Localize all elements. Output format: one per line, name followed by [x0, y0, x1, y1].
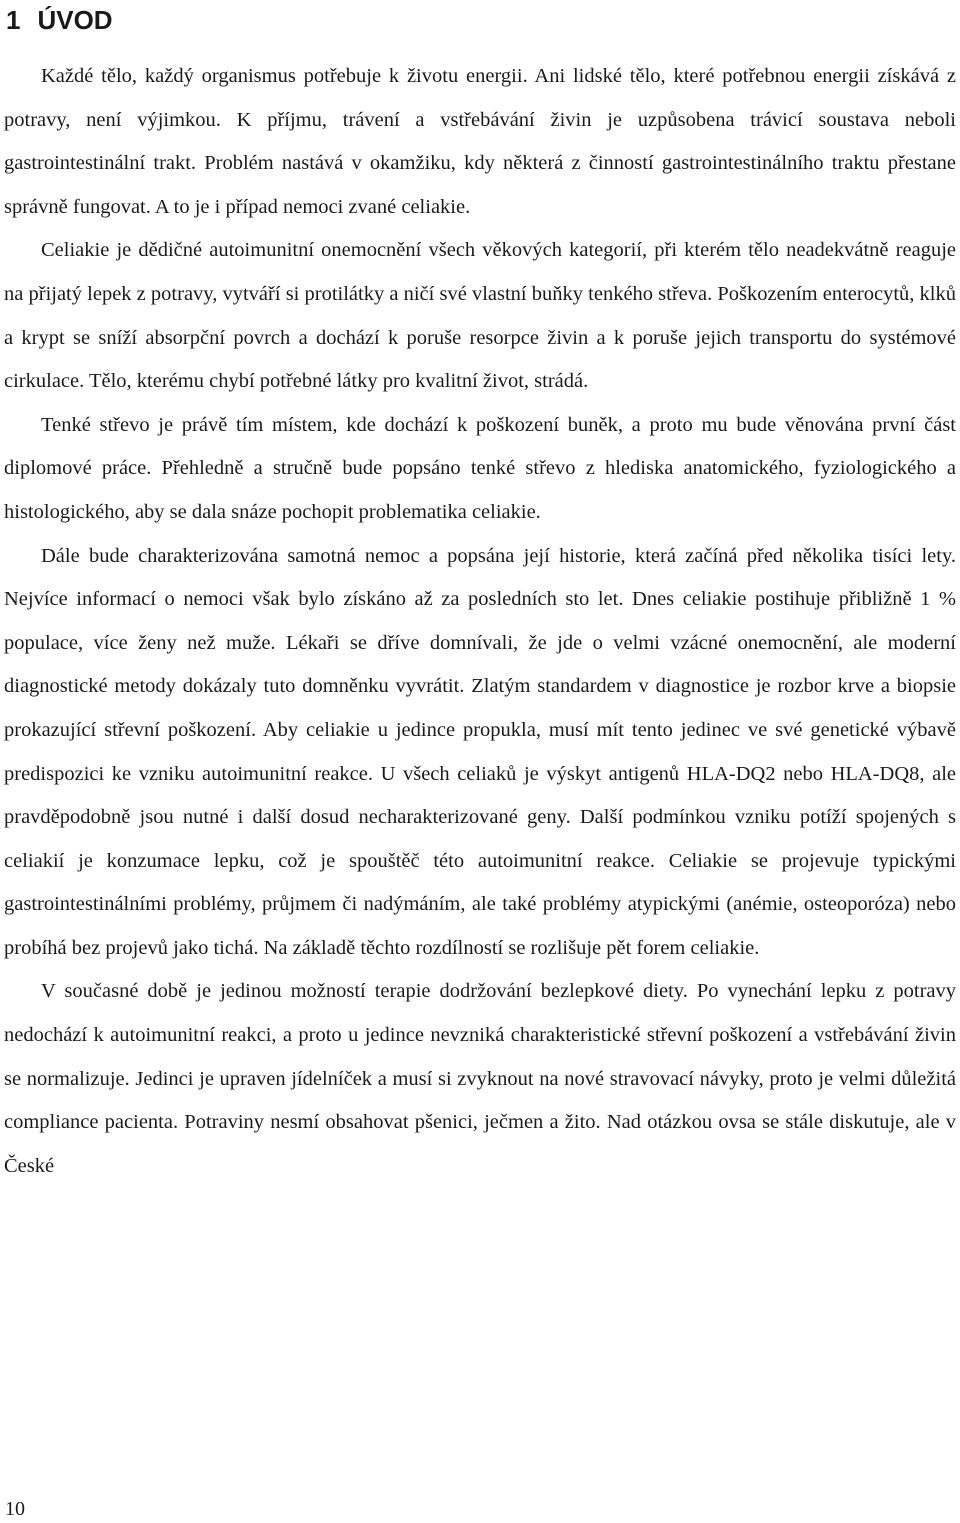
paragraph: Dále bude charakterizována samotná nemoc a popsána její historie, která začíná před několika tisíci lety. Nejvíce informací o nemoci však bylo získáno až za posledních sto let. Dnes celiakie postihuje přibližně 1 % populace, více ženy než muže. Lékaři se dříve domnívali, že jde o velmi vzácné onemocnění, ale moderní diagnostické metody dokázaly tuto domněnku vyvrátit. Zlatým standardem v diagnostice je rozbor krve a biopsie prokazující střevní poškození. Aby celiakie u jedince propukla, musí mít tento jedinec ve své genetické výbavě predispozici ke vzniku autoimunitní reakce. U všech celiaků je výskyt antigenů HLA-DQ2 nebo HLA-DQ8, ale pravděpodobně jsou nutné i další dosud necharakterizované geny. Další podmínkou vzniku potíží spojených s celiakií je konzumace lepku, což je spouštěč této autoimunitní reakce. Celiakie se projevuje typickými gastrointestinálními problémy, průjmem či nadýmáním, ale také problémy atypickými (anémie, osteoporóza) nebo probíhá bez projevů jako tichá. Na základě těchto rozdílností se rozlišuje pět forem celiakie. — [4, 544, 956, 959]
paragraph: Celiakie je dědičné autoimunitní onemocnění všech věkových kategorií, při kterém tělo neadekvátně reaguje na přijatý lepek z potravy, vytváří si protilátky a ničí své vlastní buňky tenkého střeva. Poškozením enterocytů, klků a krypt se sníží absorpční povrch a dochází k poruše resorpce živin a k poruše jejich transportu do systémové cirkulace. Tělo, kterému chybí potřebné látky pro kvalitní život, strádá. — [4, 239, 956, 393]
paragraph: V současné době je jedinou možností terapie dodržování bezlepkové diety. Po vynechání lepku z potravy nedochází k autoimunitní reakci, a proto u jedince nevzniká charakteristické střevní poškození a vstřebávání živin se normalizuje. Jedinci je upraven jídelníček a musí si zvyknout na nové stravovací návyky, proto je velmi důležitá compliance pacienta. Potraviny nesmí obsahovat pšenici, ječmen a žito. Nad otázkou ovsa se stále diskutuje, ale v České — [4, 980, 956, 1177]
body-text — [4, 55, 956, 1188]
chapter-title: ÚVOD — [37, 5, 113, 35]
chapter-heading — [6, 2, 113, 38]
page-number: 10 — [5, 1498, 25, 1520]
paragraph: Tenké střevo je právě tím místem, kde dochází k poškození buněk, a proto mu bude věnována první část diplomové práce. Přehledně a stručně bude popsáno tenké střevo z hlediska anatomického, fyziologického a histologického, aby se dala snáze pochopit problematika celiakie. — [4, 413, 956, 523]
chapter-number: 1 — [6, 5, 21, 35]
paragraph: Každé tělo, každý organismus potřebuje k životu energii. Ani lidské tělo, které potřebnou energii získává z potravy, není výjimkou. K příjmu, trávení a vstřebávání živin je uzpůsobena trávicí soustava neboli gastrointestinální trakt. Problém nastává v okamžiku, kdy některá z činností gastrointestinálního traktu přestane správně fungovat. A to je i případ nemoci zvané celiakie. — [4, 65, 956, 218]
